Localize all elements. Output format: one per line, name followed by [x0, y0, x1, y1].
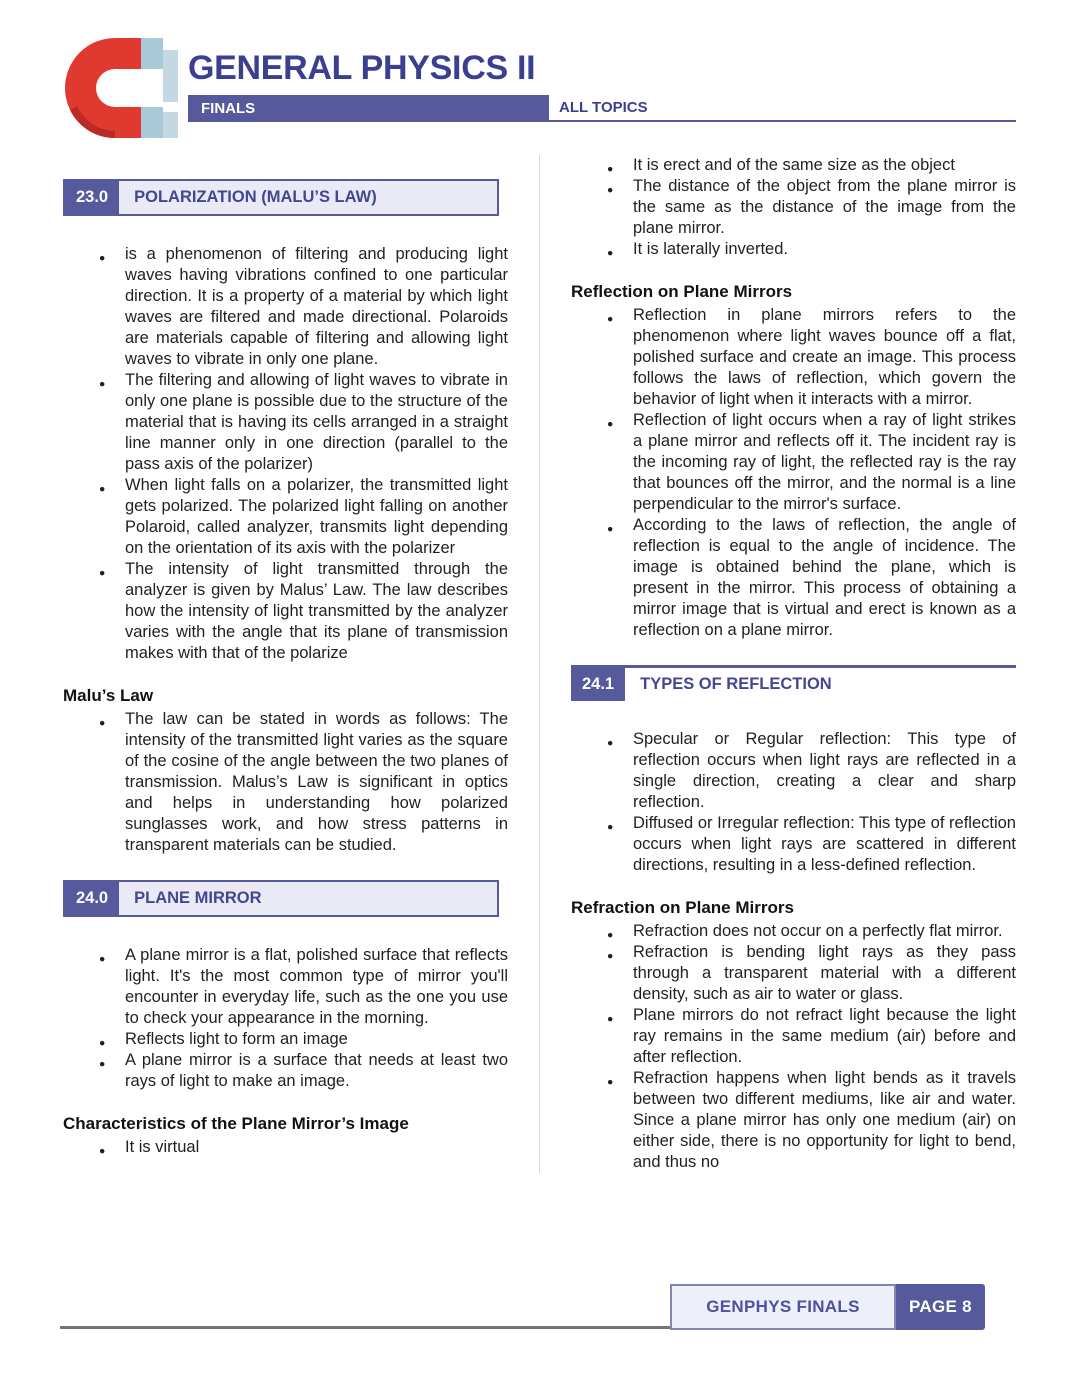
footer-page-number: PAGE 8 [896, 1284, 985, 1330]
magnet-logo-svg [63, 36, 183, 140]
all-topics-tab: ALL TOPICS [549, 95, 1016, 122]
page-header [63, 36, 1016, 140]
exam-period-tab: FINALS [188, 95, 549, 122]
bullet-item: ● According to the laws of reflection, the angle of reflection is equal to the angle of incidence. The image is obtained behind the plane, which is present in the mirror. This process of obtaining a mirror image that is virtual and erect is known as a reflection on a plane mirror. [571, 515, 1016, 641]
footer-rule [60, 1284, 670, 1329]
header-text-block [188, 36, 1016, 140]
characteristics-bullet-list [63, 1137, 508, 1158]
section-title: TYPES OF REFLECTION [640, 675, 832, 693]
bullet-item: ● A plane mirror is a surface that needs at least two rays of light to make an image. [63, 1050, 508, 1092]
characteristics-continued-bullet-list [571, 155, 1016, 260]
page-footer [60, 1284, 985, 1330]
bullet-item: ● Diffused or Irregular reflection: This type of reflection occurs when light rays are scattered in different directions, resulting in a less-defined reflection. [571, 813, 1016, 876]
section-number-badge: 23.0 [65, 181, 119, 214]
magnet-tip-top [141, 38, 163, 69]
bullet-item: ● A plane mirror is a flat, polished surface that reflects light. It's the most common type of mirror you'll encounter in everyday life, such as the one you use to check your appearance in the morning. [63, 945, 508, 1029]
polarization-bullet-list [63, 244, 508, 664]
section-title: POLARIZATION (MALU’S LAW) [119, 181, 497, 214]
right-column [571, 155, 1016, 1173]
bullet-item: ● It is erect and of the same size as the object [571, 155, 1016, 176]
footer-doc-label: GENPHYS FINALS [670, 1284, 896, 1330]
refraction-heading: Refraction on Plane Mirrors [571, 898, 794, 917]
bullet-item: ● The law can be stated in words as follows: The intensity of the transmitted light varies as the square of the cosine of the angle between the two planes of transmission. Malus’s Law is significant in optics and helps in understanding how polarized sunglasses work, and how stress patterns in transparent materials can be studied. [63, 709, 508, 856]
bullet-item: ● is a phenomenon of filtering and producing light waves having vibrations confined to one particular direction. It is a property of a material by which light waves are filtered and made directional. Polaroids are materials capable of filtering and allowing light waves to vibrate in only one plane. [63, 244, 508, 370]
bullet-item: ● Reflects light to form an image [63, 1029, 508, 1050]
bullet-item: ● When light falls on a polarizer, the transmitted light gets polarized. The polarized light falling on another Polaroid, called analyzer, transmits light depending on the orientation of its axis with the polarizer [63, 475, 508, 559]
section-number-badge: 24.0 [65, 882, 119, 915]
malus-law-heading: Malu’s Law [63, 686, 154, 705]
magnet-logo-icon [63, 36, 183, 140]
bullet-item: ● The filtering and allowing of light waves to vibrate in only one plane is possible due to the structure of the material that is having its cells arranged in a straight line manner only in one direction (parallel to the pass axis of the polarizer) [63, 370, 508, 475]
bullet-item: ● Refraction is bending light rays as they pass through a transparent material with a different density, such as air to water or glass. [571, 942, 1016, 1005]
section-header-24-1 [571, 665, 1016, 701]
section-header-24-0 [63, 880, 499, 917]
bullet-item: ● Plane mirrors do not refract light because the light ray remains in the same medium (air) before and after reflection. [571, 1005, 1016, 1068]
content-area [63, 155, 1016, 1173]
bullet-item: ● It is virtual [63, 1137, 508, 1158]
section-header-23-0 [63, 179, 499, 216]
bullet-item: ● The distance of the object from the plane mirror is the same as the distance of the image from the plane mirror. [571, 176, 1016, 239]
magnet-tip-bottom [141, 107, 163, 138]
bullet-item: ● Reflection of light occurs when a ray of light strikes a plane mirror and reflects off it. The incident ray is the incoming ray of light, the reflected ray is the ray that bounces off the mirror, and the normal is a line perpendicular to the mirror's surface. [571, 410, 1016, 515]
plane-mirror-bullet-list [63, 945, 508, 1092]
refraction-bullet-list [571, 921, 1016, 1173]
logo-depth-top [163, 50, 178, 102]
bullet-item: ● Reflection in plane mirrors refers to the phenomenon where light waves bounce off a flat, polished surface and create an image. This process follows the laws of reflection, which govern the behavior of light when it interacts with a mirror. [571, 305, 1016, 410]
left-column [63, 155, 508, 1173]
characteristics-heading: Characteristics of the Plane Mirror’s Image [63, 1114, 409, 1133]
malus-law-bullet-list [63, 709, 508, 856]
bullet-item: ● Refraction does not occur on a perfectly flat mirror. [571, 921, 1016, 942]
reflection-bullet-list [571, 305, 1016, 641]
types-of-reflection-bullet-list [571, 729, 1016, 876]
bullet-item: ● Refraction happens when light bends as it travels between two different mediums, like air and water. Since a plane mirror has only one medium (air) on either side, there is no opportunity for light to bend, and thus no [571, 1068, 1016, 1173]
reflection-heading: Reflection on Plane Mirrors [571, 282, 793, 301]
column-divider [539, 155, 540, 1173]
bullet-item: ● It is laterally inverted. [571, 239, 1016, 260]
course-title: GENERAL PHYSICS II [188, 49, 536, 87]
bullet-item: ● The intensity of light transmitted through the analyzer is given by Malus’ Law. The law describes how the intensity of light transmitted by the analyzer varies with the angle that its plane of transmission makes with that of the polarize [63, 559, 508, 664]
header-bars [188, 95, 1016, 122]
section-title: PLANE MIRROR [119, 882, 497, 915]
bullet-item: ● Specular or Regular reflection: This type of reflection occurs when light rays are reflected in a single direction, creating a clear and sharp reflection. [571, 729, 1016, 813]
logo-depth-bottom [163, 112, 178, 138]
section-number-badge: 24.1 [571, 668, 625, 701]
